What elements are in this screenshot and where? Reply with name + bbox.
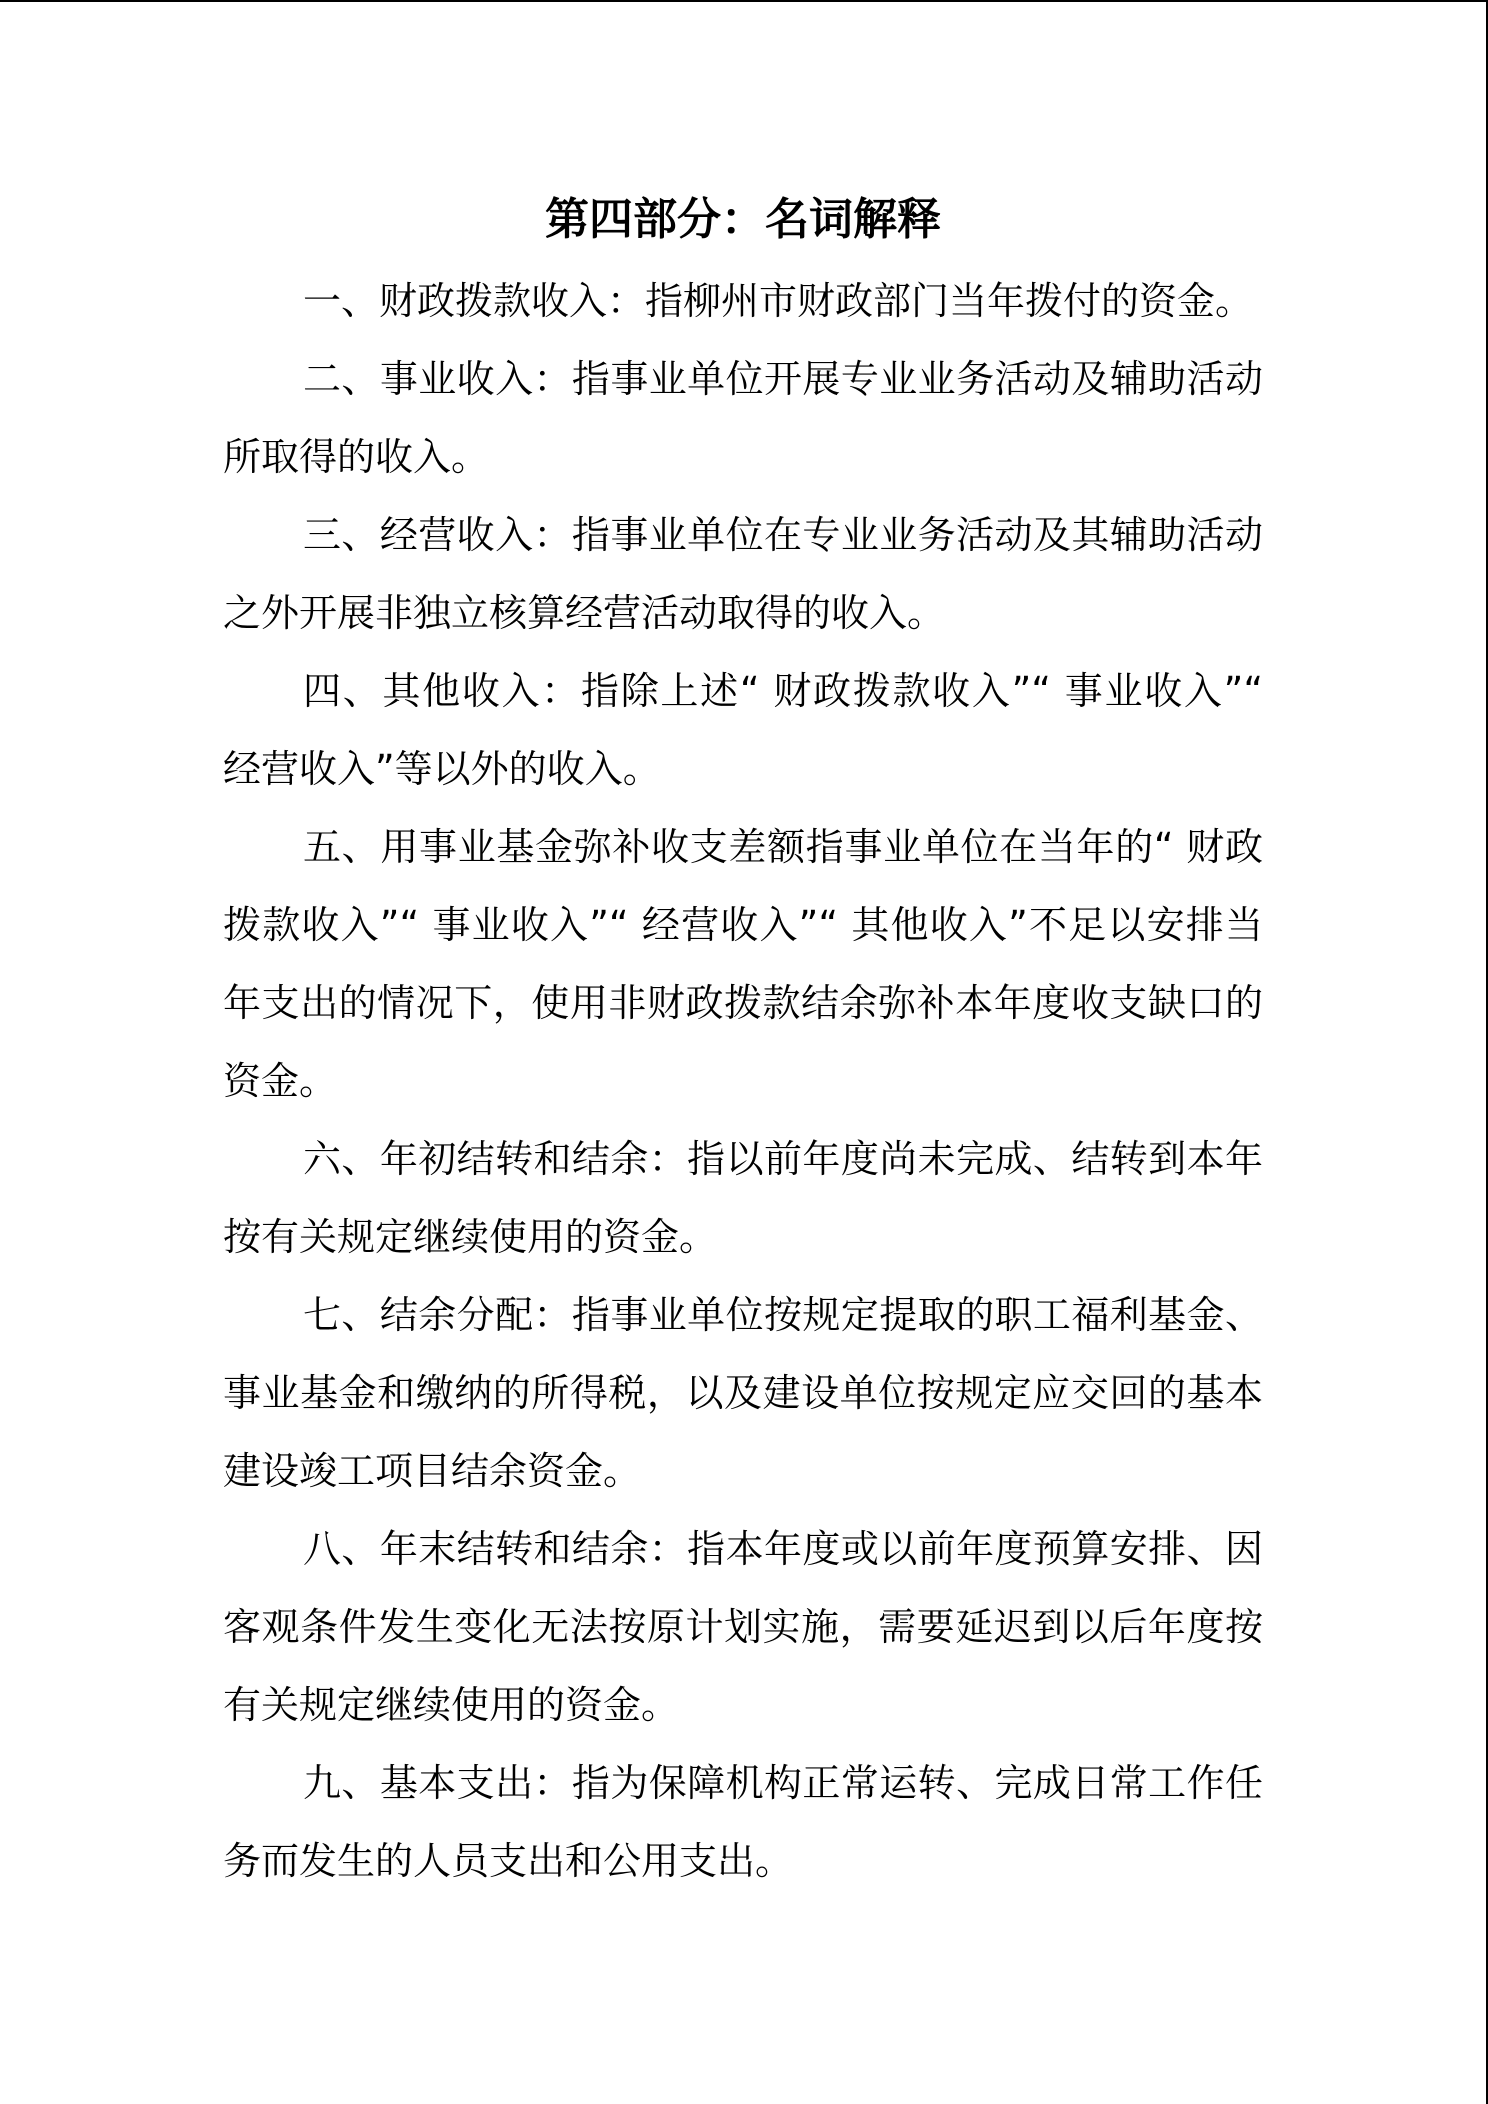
document-body (223, 188, 1263, 1900)
definition-fiscal-allocation-income: 一、财政拨款收入：指柳州市财政部门当年拨付的资金。 (303, 279, 1254, 323)
definition-business-income: 二、事业收入：指事业单位开展专业业务活动及辅助活动所取得的收入。 (223, 357, 1263, 479)
definition-operating-income: 三、经营收入：指事业单位在专业业务活动及其辅助活动之外开展非独立核算经营活动取得的收入。 (223, 513, 1263, 635)
definition-closing-carryover: 八、年末结转和结余：指本年度或以前年度预算安排、因客观条件发生变化无法按原计划实施，需要延迟到以后年度按有关规定继续使用的资金。 (223, 1527, 1263, 1727)
definition-opening-carryover: 六、年初结转和结余：指以前年度尚未完成、结转到本年 按有关规定继续使用的资金。 (223, 1137, 1263, 1259)
page-border-top (0, 0, 1488, 2)
definition-basic-expenditure: 九、基本支出：指为保障机构正常运转、完成日常工作任务而发生的人员支出和公用支出。 (223, 1761, 1263, 1883)
definition-other-income: 四、其他收入：指除上述“ 财政拨款收入”“ 事业收入”“ 经营收入”等以外的收入。 (223, 669, 1263, 791)
page-title: 第四部分：名词解释 (545, 194, 941, 245)
definition-business-fund-offset: 五、用事业基金弥补收支差额指事业单位在当年的“ 财政拨款收入”“ 事业收入”“ 经营收入”“ 其他收入”不足以安排当年支出的情况下，使用非财政拨款结余弥补本年度收支缺口的资金。 (223, 825, 1263, 1103)
definition-surplus-distribution: 七、结余分配：指事业单位按规定提取的职工福利基金、事业基金和缴纳的所得税，以及建设单位按规定应交回的基本建设竣工项目结余资金。 (223, 1293, 1263, 1493)
